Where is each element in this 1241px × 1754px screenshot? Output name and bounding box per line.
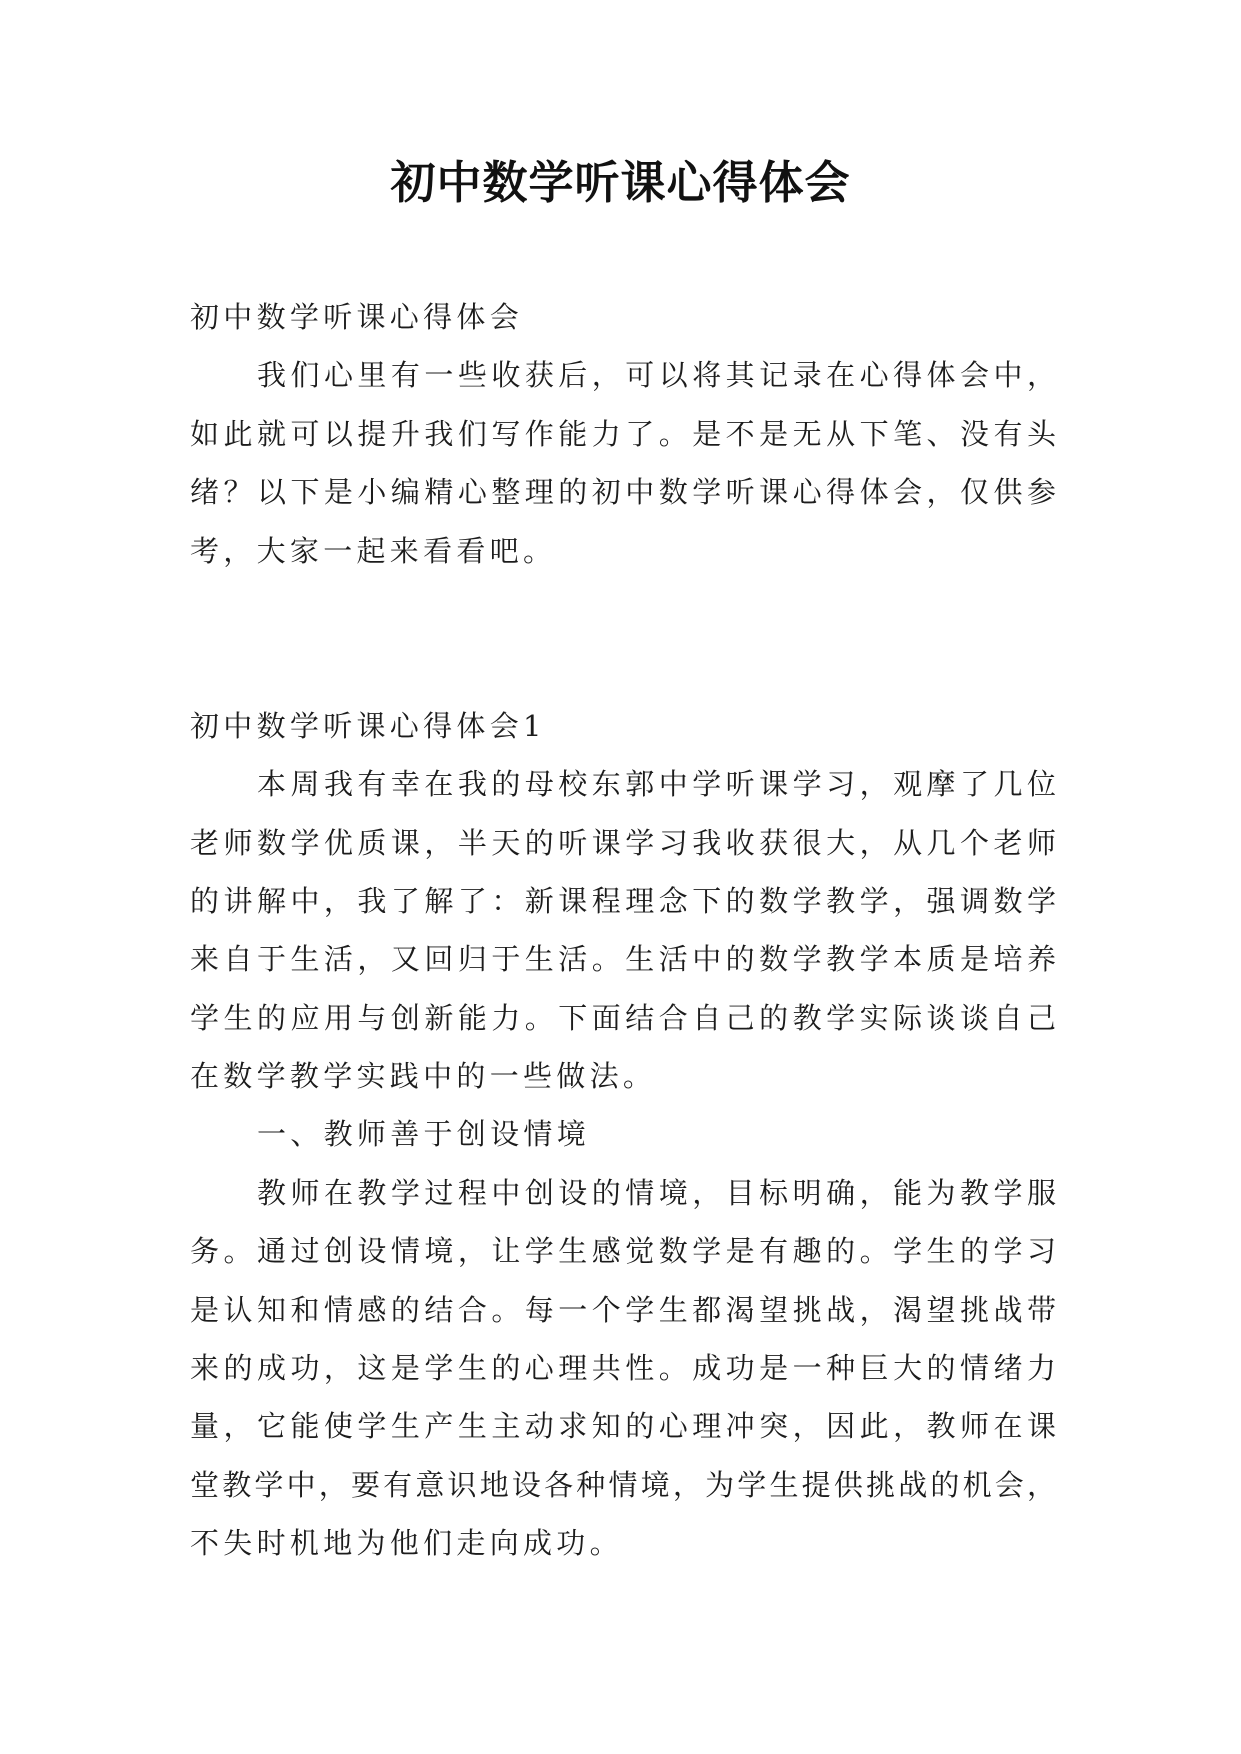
paragraph-line: 学生的应用与创新能力。下面结合自己的教学实际谈谈自己: [190, 1000, 1056, 1035]
section-subheading: 一、教师善于创设情境: [257, 1117, 591, 1152]
intro-heading: 初中数学听课心得体会: [190, 300, 524, 334]
paragraph-line: 量，它能使学生产生主动求知的心理冲突，因此，教师在课: [190, 1409, 1056, 1444]
paragraph-line: 本周我有幸在我的母校东郭中学听课学习，观摩了几位: [257, 767, 1056, 802]
section-paragraph: [190, 755, 1056, 1105]
paragraph-line: 考，大家一起来看看吧。: [190, 533, 557, 568]
paragraph-line: 教师在教学过程中创设的情境，目标明确，能为教学服: [257, 1175, 1056, 1210]
paragraph-line: 的讲解中，我了解了：新课程理念下的数学教学，强调数学: [190, 883, 1056, 918]
paragraph-line: 堂教学中，要有意识地设各种情境，为学生提供挑战的机会，: [190, 1467, 1056, 1502]
document-body: [190, 288, 1056, 1573]
paragraph-line: 我们心里有一些收获后，可以将其记录在心得体会中，: [257, 358, 1056, 393]
paragraph-line: 是认知和情感的结合。每一个学生都渴望挑战，渴望挑战带: [190, 1292, 1056, 1327]
document-title: 初中数学听课心得体会: [390, 156, 851, 209]
paragraph-line: 不失时机地为他们走向成功。: [190, 1526, 623, 1561]
paragraph-line: 务。通过创设情境，让学生感觉数学是有趣的。学生的学习: [190, 1234, 1056, 1269]
section-heading: 初中数学听课心得体会1: [190, 708, 546, 743]
paragraph-line: 在数学教学实践中的一些做法。: [190, 1059, 657, 1094]
paragraph-line: 来的成功，这是学生的心理共性。成功是一种巨大的情绪力: [190, 1351, 1056, 1386]
intro-paragraph: [190, 346, 1056, 580]
paragraph-line: 老师数学优质课，半天的听课学习我收获很大，从几个老师: [190, 825, 1056, 860]
paragraph-line: 绪？以下是小编精心整理的初中数学听课心得体会，仅供参: [190, 475, 1056, 510]
section-paragraph: [190, 1164, 1056, 1573]
paragraph-line: 如此就可以提升我们写作能力了。是不是无从下笔、没有头: [190, 416, 1056, 451]
paragraph-line: 来自于生活，又回归于生活。生活中的数学教学本质是培养: [190, 942, 1056, 977]
blank-space: [190, 580, 1056, 697]
